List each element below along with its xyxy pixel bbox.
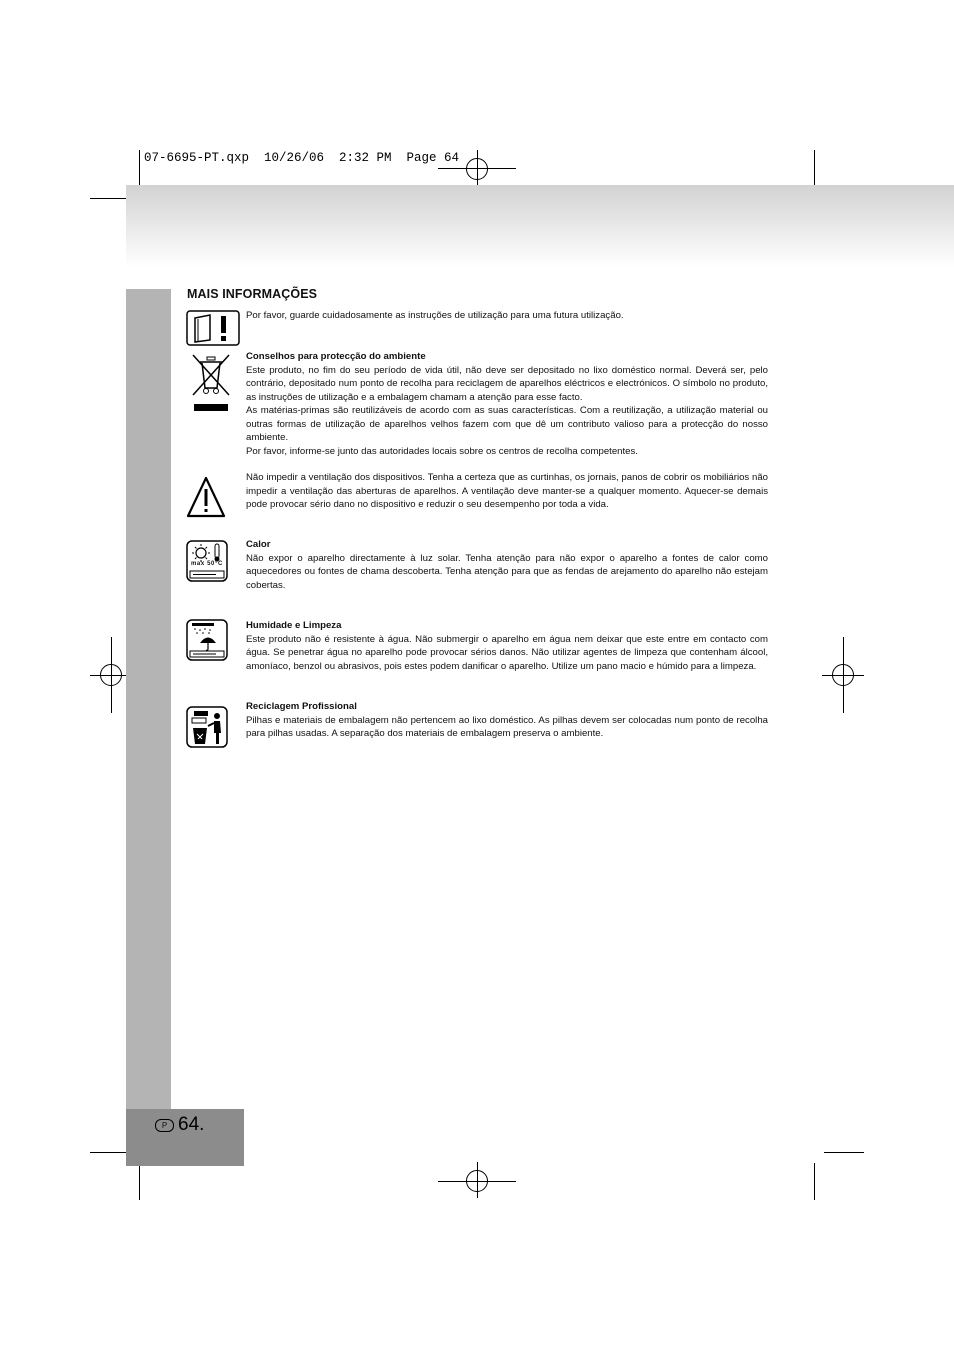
paragraph: Não expor o aparelho directamente à luz solar. Tenha atenção para não expor o aparelho a fontes de calor como aquecedores ou fontes de chama descoberta. Tenha atenção para que as fendas de arejamento do aparelho não estejam cobertas.	[246, 552, 768, 591]
section-heat	[246, 538, 768, 592]
paragraph: As matérias-primas são reutilizáveis de acordo com as suas características. Com a reutilização, a utilização material ou outras formas de utilização de aparelhos velhos fazem com que dê um contributo valioso para a protecção do nosso ambiente.	[246, 405, 768, 443]
paragraph: Este produto não é resistente à água. Não submergir o aparelho em água nem deixar que este entre em contacto com água. Se penetrar água no aparelho pode provocar sérios danos. Não utilizar agentes de limpeza que contenham álcool, amoníaco, benzol ou abrasivos, pois estes podem danificar o aparelho. Utilize um pano macio e húmido para a limpeza.	[246, 633, 768, 672]
page-number: 64.	[178, 1114, 205, 1135]
section-humidity	[246, 619, 768, 673]
manual-warning-icon	[186, 310, 240, 351]
section-manual-note	[246, 309, 768, 323]
section-environment	[246, 350, 768, 458]
paragraph: Pilhas e materiais de embalagem não pertencem ao lixo doméstico. As pilhas devem ser colocadas num ponto de recolha para pilhas usadas. A separação dos materiais de embalagem preserva o ambiente.	[246, 714, 768, 739]
warning-triangle-icon	[186, 475, 226, 524]
print-slug: 07-6695-PT.qxp 10/26/06 2:32 PM Page 64	[144, 151, 460, 165]
recycling-person-icon	[186, 706, 228, 753]
language-badge: P	[155, 1119, 174, 1132]
page-title: MAIS INFORMAÇÕES	[187, 287, 318, 301]
crossed-bin-icon	[191, 352, 231, 419]
paragraph: Por favor, guarde cuidadosamente as instruções de utilização para uma futura utilização.	[246, 310, 624, 321]
paragraph: Por favor, informe-se junto das autoridades locais sobre os centros de recolha competentes.	[246, 445, 638, 457]
heat-icon	[186, 540, 228, 587]
humidity-umbrella-icon	[186, 619, 228, 666]
crop-mark	[814, 150, 815, 187]
crop-mark	[90, 198, 130, 199]
section-heading: Calor	[246, 539, 271, 550]
crop-mark	[139, 150, 140, 187]
crop-mark	[814, 1163, 815, 1200]
paragraph: Este produto, no fim do seu período de vida útil, não deve ser depositado no lixo doméstico normal. Deverá ser, pelo contrário, depositado num ponto de recolha para reciclagem de aparelhos eléctricos e electrónicos. O símbolo no produto, as instruções de utilização e a embalagem chamam a atenção para esse facto.	[246, 364, 768, 403]
section-recycling	[246, 700, 768, 741]
section-ventilation	[246, 471, 768, 512]
section-heading: Conselhos para protecção do ambiente	[246, 351, 426, 362]
crop-mark	[90, 1152, 130, 1153]
crop-mark	[139, 1163, 140, 1200]
section-heading: Reciclagem Profissional	[246, 701, 357, 712]
sidebar-strip	[126, 289, 171, 1109]
header-gradient-band	[126, 185, 954, 267]
paragraph: Não impedir a ventilação dos dispositivos. Tenha a certeza que as curtinhas, os jornais, panos de cobrir os mobiliários não impedir a ventilação das aberturas de aparelhos. A ventilação deve manter-se a qualquer momento. Aquecer-se demais pode provocar sério dano no dispositivo e reduzir o seu desempenho por toda a vida.	[246, 472, 768, 510]
section-heading: Humidade e Limpeza	[246, 620, 342, 631]
heat-icon-label: max 50°C	[191, 561, 223, 567]
crop-mark	[824, 1152, 864, 1153]
